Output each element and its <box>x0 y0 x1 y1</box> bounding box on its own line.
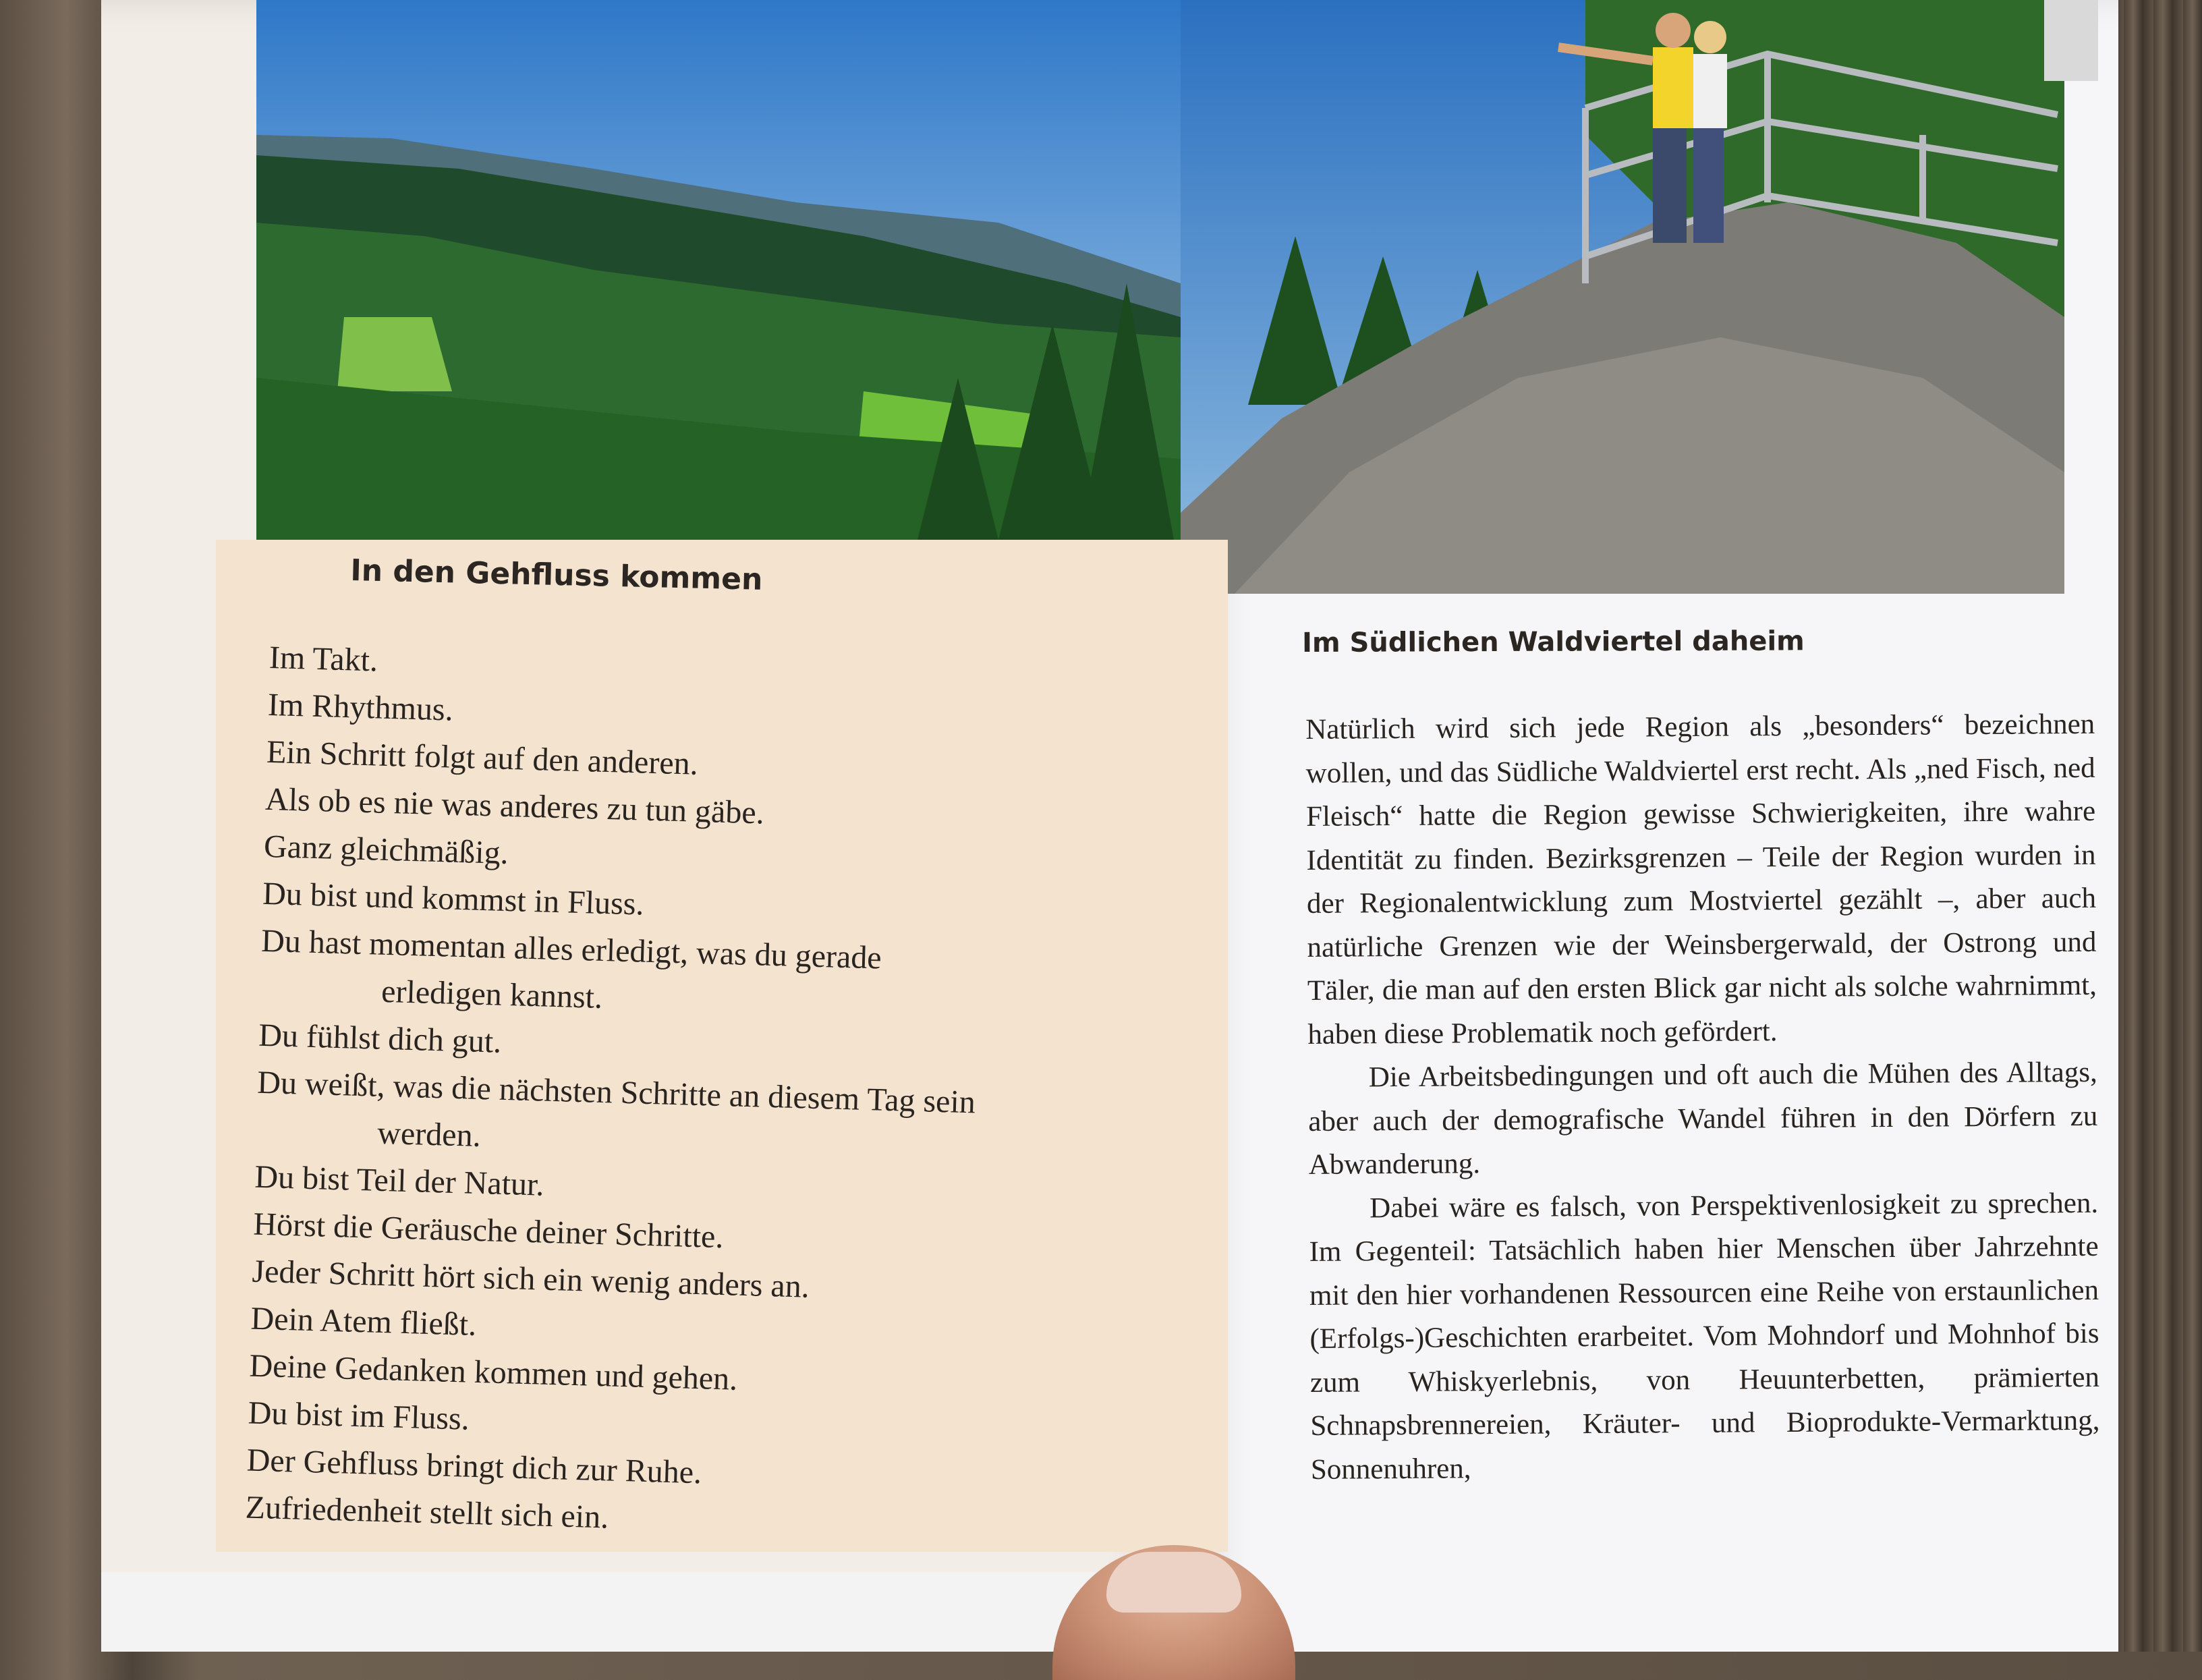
poem-line: Hörst die Geräusche deiner Schritte. <box>252 1206 725 1256</box>
page-tab-marker <box>2044 0 2098 81</box>
poem-line: Jeder Schritt hört sich ein wenig anders an. <box>251 1253 810 1305</box>
poem-line: Du bist im Fluss. <box>248 1395 470 1437</box>
poem-line: Dein Atem fließt. <box>250 1300 477 1343</box>
poem-line: Du fühlst dich gut. <box>258 1017 502 1060</box>
poem-line-continuation: werden. <box>376 1115 482 1154</box>
rock-lookout-photo <box>1181 0 2064 594</box>
paragraph: Die Arbeitsbedingungen und oft auch die Mühen des Alltags, aber auch der demografische Wandel führen in den Dörfern zu Abwanderung. <box>1308 1056 2098 1181</box>
paragraph: Dabei wäre es falsch, von Perspektivenlosigkeit zu sprechen. Im Gegenteil: Tatsächlich haben hier Menschen über Jahrzehnte mit den hier vorhandenen Ressourcen eine Reihe von erstaunlichen (Erfolgs-)Geschichten erarbeitet. Vom Mohndorf und Mohnhof bis zum Whiskyerlebnis, von Heuunterbetten, prämierten Schnapsbrennereien, Kräuter- und Bioprodukte-Vermarktung, Sonnenuhren, <box>1309 1187 2100 1486</box>
poem-line: Du hast momentan alles erledigt, was du gerade <box>260 922 882 976</box>
poem-line: Du bist Teil der Natur. <box>254 1158 545 1203</box>
left-page-footer <box>101 1572 1181 1652</box>
right-page-footer <box>1181 1572 2118 1652</box>
poem-line: Du bist und kommst in Fluss. <box>262 875 645 922</box>
poem-line: Der Gehfluss bringt dich zur Ruhe. <box>246 1442 702 1491</box>
thumbnail <box>1106 1552 1241 1613</box>
left-page-heading: In den Gehfluss kommen <box>349 553 763 597</box>
poem <box>245 634 1214 1558</box>
paragraph: Natürlich wird sich jede Region als „besonders“ bezeichnen wollen, und das Südliche Waldviertel erst recht. Als „ned Fisch, ned Fleisch“ hatte die Region gewisse Schwierigkeiten, ihre wahre Identität zu finden. Bezirksgrenzen – Teile der Region wurden in der Regionalentwicklung zum Mostviertel gezählt –, aber auch natürliche Grenzen wie der Weinsbergerwald, der Ostrong und Täler, die man auf den ersten Blick gar nicht als solche wahrnimmt, haben diese Problematik noch gefördert. <box>1305 708 2097 1051</box>
forest-landscape-photo <box>256 0 1181 540</box>
right-page-heading: Im Südlichen Waldviertel daheim <box>1302 625 1805 659</box>
poem-line: Ein Schritt folgt auf den anderen. <box>266 733 699 782</box>
poem-line: Ganz gleichmäßig. <box>263 828 509 871</box>
poem-line: Im Rhythmus. <box>267 686 454 728</box>
poem-line: Zufriedenheit stellt sich ein. <box>245 1489 609 1536</box>
open-book <box>101 0 2118 1652</box>
body-text <box>1305 703 2100 1492</box>
poem-line: Deine Gedanken kommen und gehen. <box>248 1347 738 1397</box>
poem-line: Als ob es nie was anderes zu tun gäbe. <box>264 781 765 831</box>
poem-line: Du weißt, was die nächsten Schritte an diesem Tag sein <box>256 1064 976 1121</box>
poem-line-continuation: erledigen kannst. <box>380 973 603 1015</box>
poem-line: Im Takt. <box>269 639 378 679</box>
